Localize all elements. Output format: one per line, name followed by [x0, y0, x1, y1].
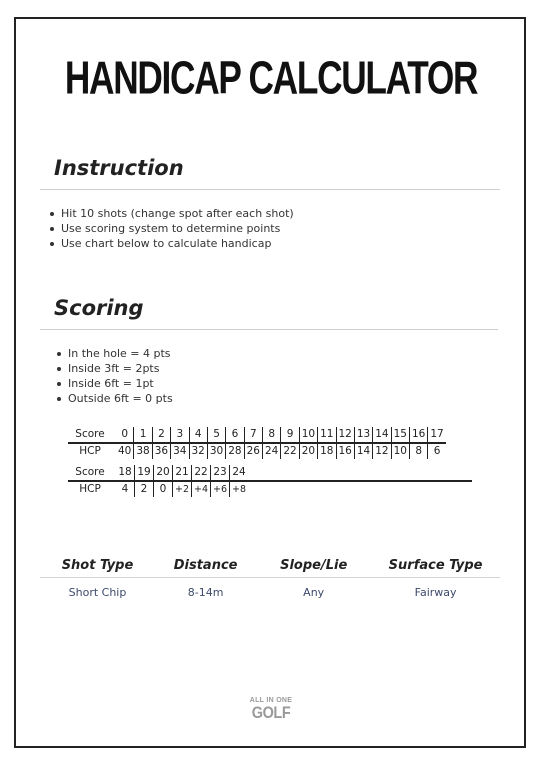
- hcp-row: [68, 443, 446, 459]
- hcp-cell: 18: [318, 443, 336, 459]
- score-cell: 10: [299, 427, 317, 443]
- score-cell: 0: [116, 427, 134, 443]
- hcp-cell: 34: [171, 443, 189, 459]
- instruction-item: Use chart below to calculate handicap: [48, 236, 294, 251]
- scoring-item: In the hole = 4 pts: [55, 346, 173, 361]
- hcp-cell: +6: [211, 481, 230, 497]
- score-cell: 6: [226, 427, 244, 443]
- hcp-cell: 6: [428, 443, 446, 459]
- hcp-cell: 14: [354, 443, 372, 459]
- scoring-item: Outside 6ft = 0 pts: [55, 391, 173, 406]
- score-cell: 24: [230, 465, 249, 481]
- hcp-cell: 2: [135, 481, 154, 497]
- cell-surface-type: Fairway: [414, 585, 457, 599]
- hcp-cell: 28: [226, 443, 244, 459]
- hcp-cell: 38: [134, 443, 152, 459]
- score-label: Score: [68, 427, 116, 443]
- instruction-item: Use scoring system to determine points: [48, 221, 294, 236]
- cell-slope-lie: Any: [303, 585, 325, 599]
- hcp-cell: 22: [281, 443, 299, 459]
- all-in-one-golf-logo: [241, 697, 301, 721]
- score-cell: 19: [135, 465, 154, 481]
- score-cell: 16: [410, 427, 428, 443]
- score-cell: 20: [154, 465, 173, 481]
- hcp-cell: 26: [244, 443, 262, 459]
- cell-shot-type: Short Chip: [68, 585, 127, 599]
- row-filler: [248, 481, 472, 497]
- logo-top-text: ALL IN ONE: [249, 697, 293, 704]
- score-cell: 15: [391, 427, 409, 443]
- hcp-cell: 16: [336, 443, 354, 459]
- score-cell: 5: [207, 427, 225, 443]
- score-cell: 13: [354, 427, 372, 443]
- hcp-label: HCP: [79, 445, 101, 457]
- hcp-row: [68, 481, 472, 497]
- score-cell: 3: [171, 427, 189, 443]
- instruction-divider: [40, 189, 500, 190]
- score-cell: 9: [281, 427, 299, 443]
- score-cell: 4: [189, 427, 207, 443]
- scoring-item: Inside 3ft = 2pts: [55, 361, 173, 376]
- hcp-cell: 0: [154, 481, 173, 497]
- handicap-chart-row2: [68, 465, 472, 497]
- table-row: [40, 578, 500, 607]
- shot-table: [40, 553, 500, 606]
- hcp-cell: +2: [173, 481, 192, 497]
- cell-distance: 8-14m: [187, 585, 224, 599]
- score-cell: 22: [192, 465, 211, 481]
- logo-bottom-text: GOLF: [251, 703, 291, 722]
- col-surface-type: Surface Type: [371, 553, 500, 578]
- score-cell: 17: [428, 427, 446, 443]
- score-row: [68, 427, 446, 443]
- hcp-cell: 30: [207, 443, 225, 459]
- score-cell: 1: [134, 427, 152, 443]
- page-title: HANDICAP CALCULATOR: [64, 52, 478, 104]
- score-cell: 23: [211, 465, 230, 481]
- instruction-list: [48, 206, 294, 251]
- hcp-cell: 10: [391, 443, 409, 459]
- hcp-cell: 20: [299, 443, 317, 459]
- instruction-item: Hit 10 shots (change spot after each shot): [48, 206, 294, 221]
- hcp-cell: 40: [118, 445, 132, 457]
- handicap-chart-row1: [68, 427, 446, 459]
- score-cell: 2: [152, 427, 170, 443]
- col-distance: Distance: [155, 553, 256, 578]
- col-slope-lie: Slope/Lie: [256, 553, 371, 578]
- hcp-cell: 32: [189, 443, 207, 459]
- hcp-label: HCP: [79, 483, 101, 495]
- col-shot-type: Shot Type: [40, 553, 155, 578]
- scoring-item: Inside 6ft = 1pt: [55, 376, 173, 391]
- hcp-cell: +4: [192, 481, 211, 497]
- hcp-cell: +8: [230, 481, 249, 497]
- score-label: Score: [68, 465, 116, 481]
- shot-table-header: [40, 553, 500, 578]
- score-cell: 14: [373, 427, 391, 443]
- score-cell: 8: [263, 427, 281, 443]
- scoring-divider: [40, 329, 498, 330]
- row-filler: [248, 465, 472, 481]
- hcp-cell: 12: [373, 443, 391, 459]
- hcp-cell: 4: [121, 483, 129, 495]
- score-cell: 18: [116, 465, 135, 481]
- score-cell: 7: [244, 427, 262, 443]
- score-row: [68, 465, 472, 481]
- hcp-cell: 8: [410, 443, 428, 459]
- instruction-heading: Instruction: [54, 156, 184, 180]
- scoring-list: [55, 346, 173, 406]
- scoring-heading: Scoring: [54, 296, 144, 320]
- hcp-cell: 24: [263, 443, 281, 459]
- score-cell: 12: [336, 427, 354, 443]
- score-cell: 21: [173, 465, 192, 481]
- hcp-cell: 36: [152, 443, 170, 459]
- score-cell: 11: [318, 427, 336, 443]
